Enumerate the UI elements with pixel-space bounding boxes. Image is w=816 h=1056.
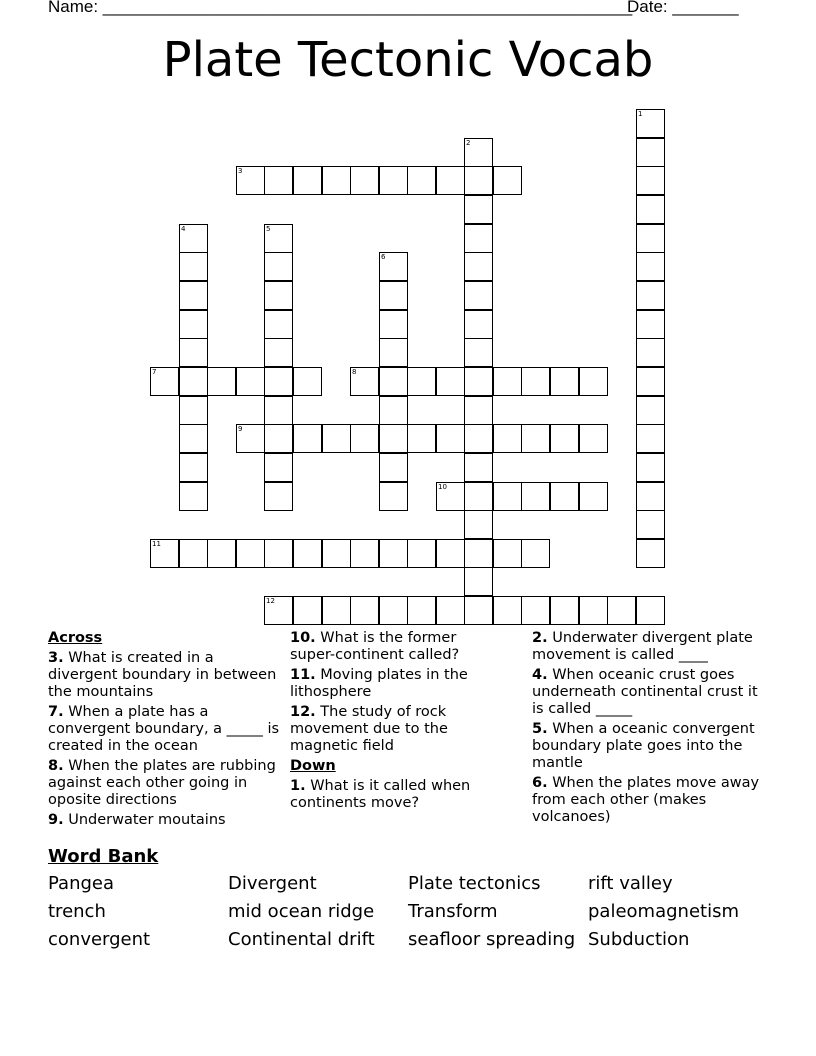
crossword-cell[interactable] [407,166,436,195]
crossword-cell[interactable] [636,109,665,138]
word-bank [48,873,788,951]
clue-number: 6. [532,775,548,791]
clue-number: 2. [532,630,548,646]
crossword-cell[interactable] [264,252,293,281]
cell-number: 6 [381,253,386,261]
crossword-cell[interactable] [436,367,465,396]
crossword-cell[interactable] [264,281,293,310]
crossword-cell[interactable] [322,596,351,625]
crossword-cell[interactable] [636,281,665,310]
date-field-label[interactable]: Date: _______ [627,0,739,16]
crossword-cell[interactable] [264,596,293,625]
cell-number: 3 [238,167,243,175]
crossword-cell[interactable] [379,310,408,339]
crossword-cell[interactable] [436,539,465,568]
crossword-cell[interactable] [636,310,665,339]
crossword-cell[interactable] [179,424,208,453]
crossword-cell[interactable] [636,424,665,453]
clue-number: 3. [48,650,64,666]
crossword-cell[interactable] [464,195,493,224]
clue-text: When a oceanic convergent boundary plate goes into the mantle [532,721,755,771]
crossword-cell[interactable] [464,424,493,453]
clue-number: 7. [48,704,64,720]
cell-number: 4 [181,225,186,233]
crossword-cell[interactable] [636,338,665,367]
cell-number: 7 [152,368,157,376]
crossword-cell[interactable] [636,224,665,253]
down-column [532,630,768,829]
crossword-cell[interactable] [636,539,665,568]
crossword-cell[interactable] [521,482,550,511]
clue-down-4 [532,667,768,718]
crossword-cell[interactable] [464,252,493,281]
cell-number: 10 [438,483,447,491]
clue-down-5 [532,721,768,772]
clue-down-2 [532,630,768,664]
across-column-2 [290,630,490,815]
word-bank-item: trench [48,901,106,922]
crossword-cell[interactable] [464,396,493,425]
crossword-cell[interactable] [379,367,408,396]
word-bank-item: convergent [48,929,151,950]
clue-across-3 [48,650,284,701]
crossword-cell[interactable] [350,367,379,396]
crossword-cell[interactable] [464,539,493,568]
crossword-cell[interactable] [521,596,550,625]
crossword-cell[interactable] [150,367,179,396]
crossword-cell[interactable] [464,510,493,539]
crossword-cell[interactable] [350,166,379,195]
crossword-cell[interactable] [521,424,550,453]
clue-across-11 [290,667,490,701]
crossword-cell[interactable] [636,510,665,539]
crossword-cell[interactable] [550,424,579,453]
crossword-cell[interactable] [436,424,465,453]
crossword-cell[interactable] [636,138,665,167]
crossword-cell[interactable] [464,166,493,195]
crossword-cell[interactable] [322,539,351,568]
clue-text: What is the former super-continent called? [290,630,460,663]
crossword-cell[interactable] [264,310,293,339]
crossword-cell[interactable] [407,424,436,453]
clue-number: 1. [290,778,306,794]
clue-text: When the plates move away from each other (makes volcanoes) [532,775,760,825]
clue-number: 9. [48,812,64,828]
cell-number: 12 [266,597,275,605]
crossword-cell[interactable] [179,281,208,310]
crossword-cell[interactable] [550,482,579,511]
cell-number: 9 [238,425,243,433]
crossword-cell[interactable] [207,367,236,396]
cell-number: 11 [152,540,161,548]
word-bank-item: Subduction [588,929,690,950]
clue-text: What is created in a divergent boundary in between the mountains [48,650,277,700]
crossword-cell[interactable] [179,252,208,281]
crossword-cell[interactable] [264,396,293,425]
down-heading: Down [290,758,336,774]
word-bank-heading: Word Bank [48,846,159,867]
word-bank-item: mid ocean ridge [228,901,375,922]
word-bank-item: paleomagnetism [588,901,739,922]
crossword-cell[interactable] [579,482,608,511]
crossword-cell[interactable] [350,596,379,625]
crossword-cell[interactable] [493,367,522,396]
crossword-cell[interactable] [379,166,408,195]
crossword-cell[interactable] [264,482,293,511]
crossword-cell[interactable] [407,539,436,568]
word-bank-item: Plate tectonics [408,873,541,894]
crossword-cell[interactable] [550,596,579,625]
cell-number: 1 [638,110,643,118]
crossword-cell[interactable] [579,596,608,625]
crossword-cell[interactable] [521,367,550,396]
crossword-cell[interactable] [264,367,293,396]
clue-across-10 [290,630,490,664]
crossword-cell[interactable] [436,166,465,195]
crossword-cell[interactable] [150,539,179,568]
clue-number: 12. [290,704,316,720]
crossword-cell[interactable] [322,166,351,195]
word-bank-item: Divergent [228,873,317,894]
crossword-cell[interactable] [264,453,293,482]
crossword-cell[interactable] [464,138,493,167]
crossword-cell[interactable] [464,310,493,339]
crossword-cell[interactable] [464,367,493,396]
crossword-cell[interactable] [379,252,408,281]
clue-across-12 [290,704,490,755]
word-bank-item: Continental drift [228,929,375,950]
crossword-cell[interactable] [379,453,408,482]
crossword-cell[interactable] [179,482,208,511]
crossword-cell[interactable] [636,195,665,224]
crossword-cell[interactable] [179,367,208,396]
crossword-cell[interactable] [264,224,293,253]
crossword-cell[interactable] [464,596,493,625]
crossword-cell[interactable] [236,539,265,568]
crossword-cell[interactable] [636,252,665,281]
crossword-cell[interactable] [493,482,522,511]
clue-across-7 [48,704,284,755]
crossword-cell[interactable] [579,424,608,453]
crossword-cell[interactable] [179,224,208,253]
crossword-cell[interactable] [379,596,408,625]
clue-text: When the plates are rubbing against each other going in oposite directions [48,758,276,808]
crossword-cell[interactable] [264,424,293,453]
word-bank-item: seafloor spreading [408,929,576,950]
crossword-cell[interactable] [493,166,522,195]
crossword-cell[interactable] [207,539,236,568]
across-heading: Across [48,630,103,646]
crossword-cell[interactable] [264,338,293,367]
crossword-cell[interactable] [379,281,408,310]
crossword-cell[interactable] [636,367,665,396]
cell-number: 2 [466,139,471,147]
clue-number: 11. [290,667,316,683]
crossword-cell[interactable] [493,424,522,453]
word-bank-item: Pangea [48,873,115,894]
clue-across-9 [48,812,284,829]
crossword-cell[interactable] [464,224,493,253]
crossword-cell[interactable] [636,596,665,625]
crossword-cell[interactable] [436,596,465,625]
crossword-cell[interactable] [293,424,322,453]
clue-down-1 [290,778,490,812]
clue-text: When oceanic crust goes underneath continental crust it is called _____ [532,667,758,717]
crossword-cell[interactable] [464,567,493,596]
crossword-cell[interactable] [236,424,265,453]
clue-text: What is it called when continents move? [290,778,471,811]
crossword-cell[interactable] [264,166,293,195]
clue-down-6 [532,775,768,826]
crossword-cell[interactable] [636,396,665,425]
clue-number: 5. [532,721,548,737]
clue-text: The study of rock movement due to the magnetic field [290,704,448,754]
name-field-label[interactable]: Name: ________________________________________________________ [48,0,633,16]
crossword-cell[interactable] [464,338,493,367]
crossword-cell[interactable] [293,367,322,396]
crossword-cell[interactable] [493,539,522,568]
clue-number: 10. [290,630,316,646]
crossword-cell[interactable] [407,367,436,396]
crossword-cell[interactable] [179,310,208,339]
crossword-cell[interactable] [350,424,379,453]
word-bank-item: Transform [408,901,498,922]
crossword-cell[interactable] [636,166,665,195]
crossword-cell[interactable] [179,338,208,367]
across-column [48,630,284,832]
crossword-cell[interactable] [179,539,208,568]
clue-text: Underwater moutains [68,812,226,828]
crossword-cell[interactable] [636,482,665,511]
crossword-cell[interactable] [379,482,408,511]
page-title: Plate Tectonic Vocab [162,32,654,88]
crossword-cell[interactable] [379,539,408,568]
cell-number: 8 [352,368,357,376]
crossword-cell[interactable] [179,453,208,482]
crossword-cell[interactable] [379,338,408,367]
crossword-cell[interactable] [293,596,322,625]
crossword-cell[interactable] [350,539,379,568]
crossword-cell[interactable] [179,396,208,425]
crossword-cell[interactable] [464,482,493,511]
clue-text: Underwater divergent plate movement is called ____ [532,630,753,663]
crossword-cell[interactable] [607,596,636,625]
crossword-cell[interactable] [293,539,322,568]
crossword-cell[interactable] [407,596,436,625]
crossword-cell[interactable] [379,396,408,425]
clue-across-8 [48,758,284,809]
clue-number: 4. [532,667,548,683]
clue-text: When a plate has a convergent boundary, a _____ is created in the ocean [48,704,280,754]
crossword-cell[interactable] [521,539,550,568]
cell-number: 5 [266,225,271,233]
crossword-cell[interactable] [550,367,579,396]
word-bank-item: rift valley [588,873,673,894]
crossword-cell[interactable] [293,166,322,195]
clue-number: 8. [48,758,64,774]
crossword-cell[interactable] [579,367,608,396]
crossword-cell[interactable] [493,596,522,625]
crossword-cell[interactable] [379,424,408,453]
crossword-cell[interactable] [236,166,265,195]
crossword-cell[interactable] [464,281,493,310]
crossword-cell[interactable] [264,539,293,568]
crossword-cell[interactable] [636,453,665,482]
crossword-cell[interactable] [236,367,265,396]
crossword-cell[interactable] [322,424,351,453]
crossword-cell[interactable] [436,482,465,511]
crossword-cell[interactable] [464,453,493,482]
clue-text: Moving plates in the lithosphere [290,667,468,700]
